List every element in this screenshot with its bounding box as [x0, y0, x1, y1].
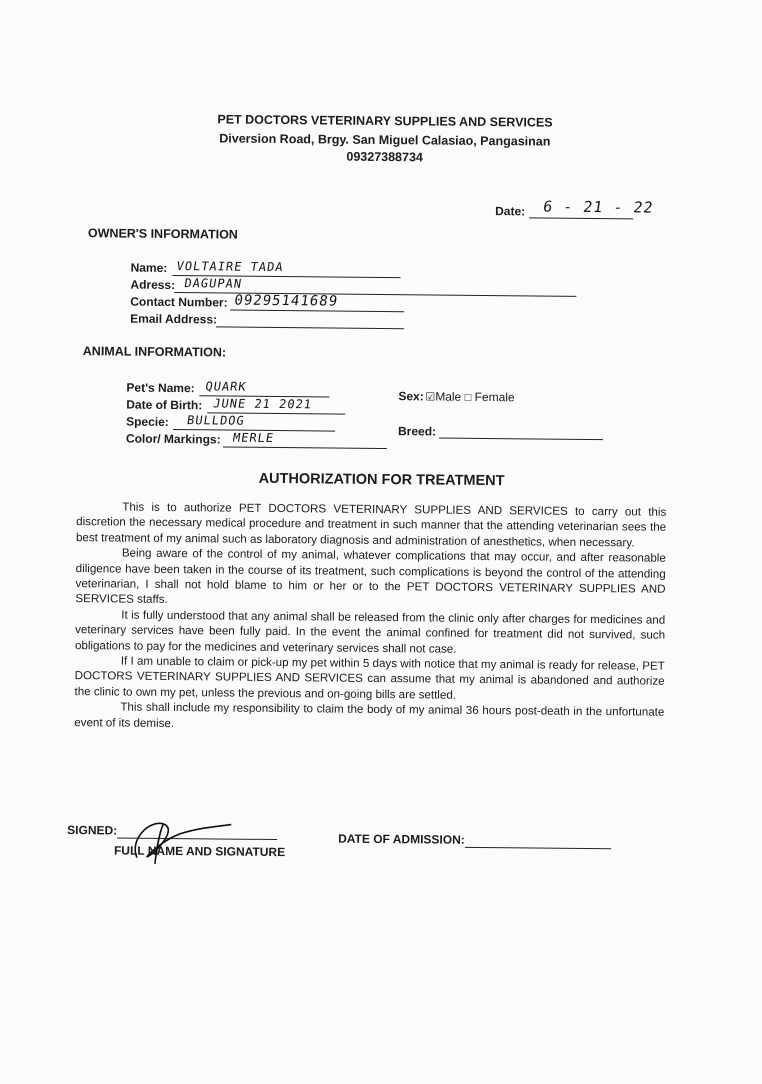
female-checkbox: □ [464, 391, 472, 404]
specie-label: Specie: [126, 414, 169, 429]
authorization-body [74, 499, 666, 736]
color-label: Color/ Markings: [125, 431, 221, 447]
pet-name-value: QUARK [204, 379, 248, 394]
signed-label: SIGNED: [67, 823, 118, 838]
date-line [529, 217, 633, 219]
owner-name-label: Name: [130, 260, 168, 275]
admission-label: DATE OF ADMISSION: [338, 831, 465, 847]
animal-section-title: ANIMAL INFORMATION: [82, 344, 227, 360]
color-value: MERLE [231, 430, 276, 445]
male-option-label: Male [435, 389, 462, 404]
authorization-title: AUTHORIZATION FOR TREATMENT [258, 470, 505, 490]
admission-line [465, 847, 611, 849]
date-label: Date: [495, 204, 526, 219]
signature-scribble [119, 810, 240, 871]
paragraph-5: This shall include my responsibility to claim the body of my animal 36 hours post-death in the unfortunate event of its demise. [74, 700, 665, 730]
sex-options [425, 389, 514, 404]
owner-name-value: VOLTAIRE TADA [175, 259, 285, 275]
color-line [223, 446, 387, 449]
clinic-name: PET DOCTORS VETERINARY SUPPLIES AND SERVICES [217, 112, 553, 130]
male-checkbox: ☑ [425, 391, 436, 404]
email-line [216, 326, 404, 329]
clinic-address: Diversion Road, Brgy. San Miguel Calasiao, Pangasinan [219, 131, 551, 149]
paragraph-1: This is to authorize PET DOCTORS VETERINARY SUPPLIES AND SERVICES to carry out this discretion the necessary medical procedure and treatment in such manner that the attending veterinarian sees the best treatment of my animal such as laboratory diagnosis and administration of anesthetics, when necessary. [75, 500, 667, 550]
date-value: 6 - 21 - 22 [541, 197, 655, 217]
paragraph-2: Being aware of the control of my animal, whatever complications that may occur, and after reasonable diligence have been taken in the course of its treatment, such complications is beyond the control of the attending veterinarian, I shall not hold blame to him or her or to the PET DOCTORS VETERINARY SUPPLIES AND SERVICES staffs. [75, 546, 666, 607]
dob-label: Date of Birth: [126, 397, 203, 413]
contact-number-line [230, 310, 404, 313]
email-label: Email Address: [130, 311, 218, 327]
clinic-phone: 09327388734 [346, 149, 423, 165]
signature-caption: FULL NAME AND SIGNATURE [113, 843, 286, 860]
specie-value: BULLDOG [186, 413, 246, 428]
contact-number-label: Contact Number: [130, 294, 228, 310]
pet-name-label: Pet's Name: [126, 380, 195, 396]
breed-line [439, 438, 603, 441]
owner-section-title: OWNER'S INFORMATION [87, 226, 238, 242]
contact-number-value: 09295141689 [233, 292, 340, 310]
female-option-label: Female [474, 389, 515, 405]
paragraph-3: It is fully understood that any animal shall be released from the clinic only after charges for medicines and veterinary services have been fully paid. In the event the animal confined for treatment did not survived, such obligations to pay for the medicines and veterinary services shall not case. [74, 608, 666, 656]
sex-label: Sex: [398, 389, 424, 404]
owner-address-value: DAGUPAN [183, 276, 244, 291]
breed-label: Breed: [397, 424, 437, 439]
owner-address-label: Adress: [130, 277, 176, 293]
paragraph-4: If I am unable to claim or pick-up my pet within 5 days with notice that my animal is ready for release, PET DOCTORS VETERINARY SUPPLIES AND SERVICES can assume that my animal is abandoned and authorize the clinic to own my pet, unless the previous and on-going bills are settled. [74, 654, 665, 702]
dob-value: JUNE 21 2021 [212, 396, 314, 412]
